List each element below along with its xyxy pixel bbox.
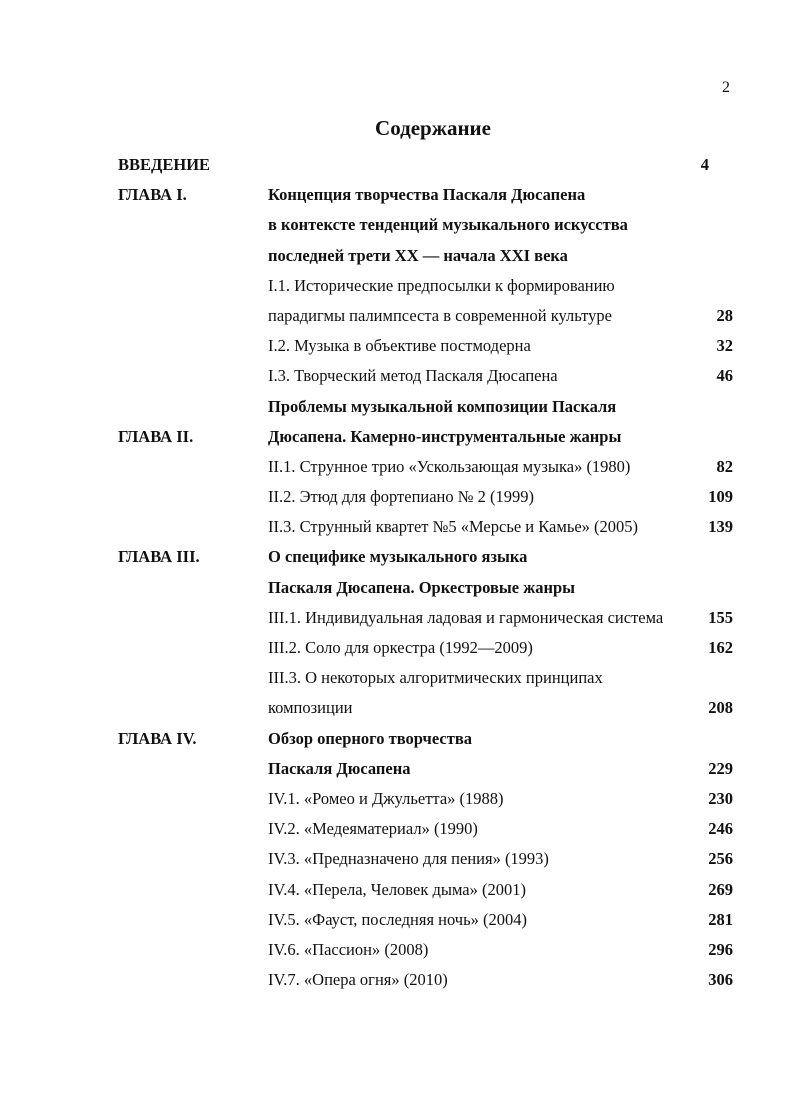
toc-page-number: 296 — [708, 939, 733, 959]
toc-entry-text: парадигмы палимпсеста в современной культуре — [268, 305, 612, 325]
toc-chapter-label: ГЛАВА III. — [118, 547, 200, 567]
toc-entry-text: Проблемы музыкальной композиции Паскаля — [268, 396, 617, 416]
toc-row — [0, 755, 793, 785]
toc-page-number: 208 — [708, 698, 733, 718]
toc-row — [0, 966, 793, 996]
toc-entry-text: IV.2. «Медеяматериал» (1990) — [268, 819, 478, 839]
toc-row — [0, 453, 793, 483]
toc-entry-text: III.2. Соло для оркестра (1992—2009) — [268, 638, 533, 657]
page-number: 2 — [722, 79, 730, 96]
toc-entry-text: II.2. Этюд для фортепиано № 2 (1999) — [268, 487, 534, 507]
toc-entry-text: IV.6. «Пассион» (2008) — [268, 939, 429, 959]
toc-entry-text: II.3. Струнный квартет №5 «Мерсье и Камье» (2005) — [268, 517, 639, 537]
toc-row — [0, 543, 793, 573]
toc-row — [0, 574, 793, 604]
toc-entry-text: I.2. Музыка в объективе постмодерна — [268, 336, 531, 356]
toc-page-number: 46 — [716, 366, 733, 386]
toc-row — [0, 815, 793, 845]
toc-chapter-label: ГЛАВА IV. — [118, 728, 197, 748]
toc-row — [0, 393, 793, 423]
toc-page-number: 306 — [708, 970, 733, 990]
toc-row — [0, 604, 793, 634]
toc-row — [0, 664, 793, 694]
toc-entry-text: IV.3. «Предназначено для пения» (1993) — [268, 849, 549, 869]
toc-page-number: 281 — [708, 909, 733, 929]
toc-page-number: 82 — [716, 456, 733, 476]
toc-entry-text: Паскаля Дюсапена. Оркестровые жанры — [268, 577, 576, 597]
toc-chapter-label: ВВЕДЕНИЕ — [118, 155, 211, 174]
toc-entry-text: О специфике музыкального языка — [268, 547, 528, 567]
toc-row — [0, 362, 793, 392]
toc-chapter-label: ГЛАВА I. — [118, 185, 187, 205]
toc-entry-text: последней трети XX — начала XXI века — [268, 245, 568, 265]
toc-row — [0, 634, 793, 664]
toc-row — [0, 332, 793, 362]
toc-row — [0, 423, 793, 453]
toc-entry-text: I.1. Исторические предпосылки к формированию — [268, 275, 615, 295]
toc-page-number: 28 — [716, 305, 733, 325]
toc-entry-text: композиции — [268, 698, 353, 718]
toc-entry-text: Концепция творчества Паскаля Дюсапена — [268, 185, 586, 205]
toc-entry-text: Паскаля Дюсапена — [268, 758, 411, 778]
toc-row — [0, 876, 793, 906]
toc-page-number: 139 — [708, 517, 733, 537]
toc-row — [0, 211, 793, 241]
toc-row — [0, 845, 793, 875]
toc-row — [0, 272, 793, 302]
toc-page-number: 109 — [708, 487, 733, 507]
toc-entry-text: IV.4. «Перела, Человек дыма» (2001) — [268, 879, 526, 899]
toc-row — [0, 785, 793, 815]
toc-entry-text: IV.5. «Фауст, последняя ночь» (2004) — [268, 909, 527, 929]
toc-row — [0, 694, 793, 724]
toc-row — [0, 936, 793, 966]
toc-page-number: 4 — [700, 155, 709, 174]
toc-entry-text: Дюсапена. Камерно-инструментальные жанры — [268, 426, 622, 446]
table-of-contents — [0, 151, 793, 996]
toc-row — [0, 725, 793, 755]
toc-page-number: 229 — [708, 758, 733, 778]
toc-page-number: 155 — [708, 607, 733, 627]
toc-page-number: 230 — [708, 788, 733, 808]
toc-row — [0, 242, 793, 272]
toc-row — [0, 513, 793, 543]
toc-entry-text: III.3. О некоторых алгоритмических принципах — [268, 668, 603, 688]
toc-page-number: 246 — [708, 819, 733, 839]
toc-row — [0, 906, 793, 936]
toc-row — [0, 181, 793, 211]
toc-page-number: 256 — [708, 849, 733, 869]
page-title: Содержание — [375, 116, 491, 140]
toc-page-number: 269 — [708, 879, 733, 899]
toc-row — [0, 483, 793, 513]
toc-entry-text: III.1. Индивидуальная ладовая и гармоническая система — [268, 607, 664, 627]
toc-entry-text: IV.1. «Ромео и Джульетта» (1988) — [268, 788, 504, 808]
toc-row — [0, 302, 793, 332]
toc-row — [0, 151, 793, 181]
toc-entry-text: в контексте тенденций музыкального искусства — [268, 215, 628, 235]
toc-entry-text: Обзор оперного творчества — [268, 728, 472, 748]
toc-entry-text: II.1. Струнное трио «Ускользающая музыка» (1980) — [268, 456, 631, 476]
toc-chapter-label: ГЛАВА II. — [118, 426, 194, 446]
toc-page-number: 162 — [708, 638, 733, 657]
toc-page-number: 32 — [716, 336, 733, 356]
toc-entry-text: I.3. Творческий метод Паскаля Дюсапена — [268, 366, 558, 386]
toc-entry-text: IV.7. «Опера огня» (2010) — [268, 970, 448, 990]
